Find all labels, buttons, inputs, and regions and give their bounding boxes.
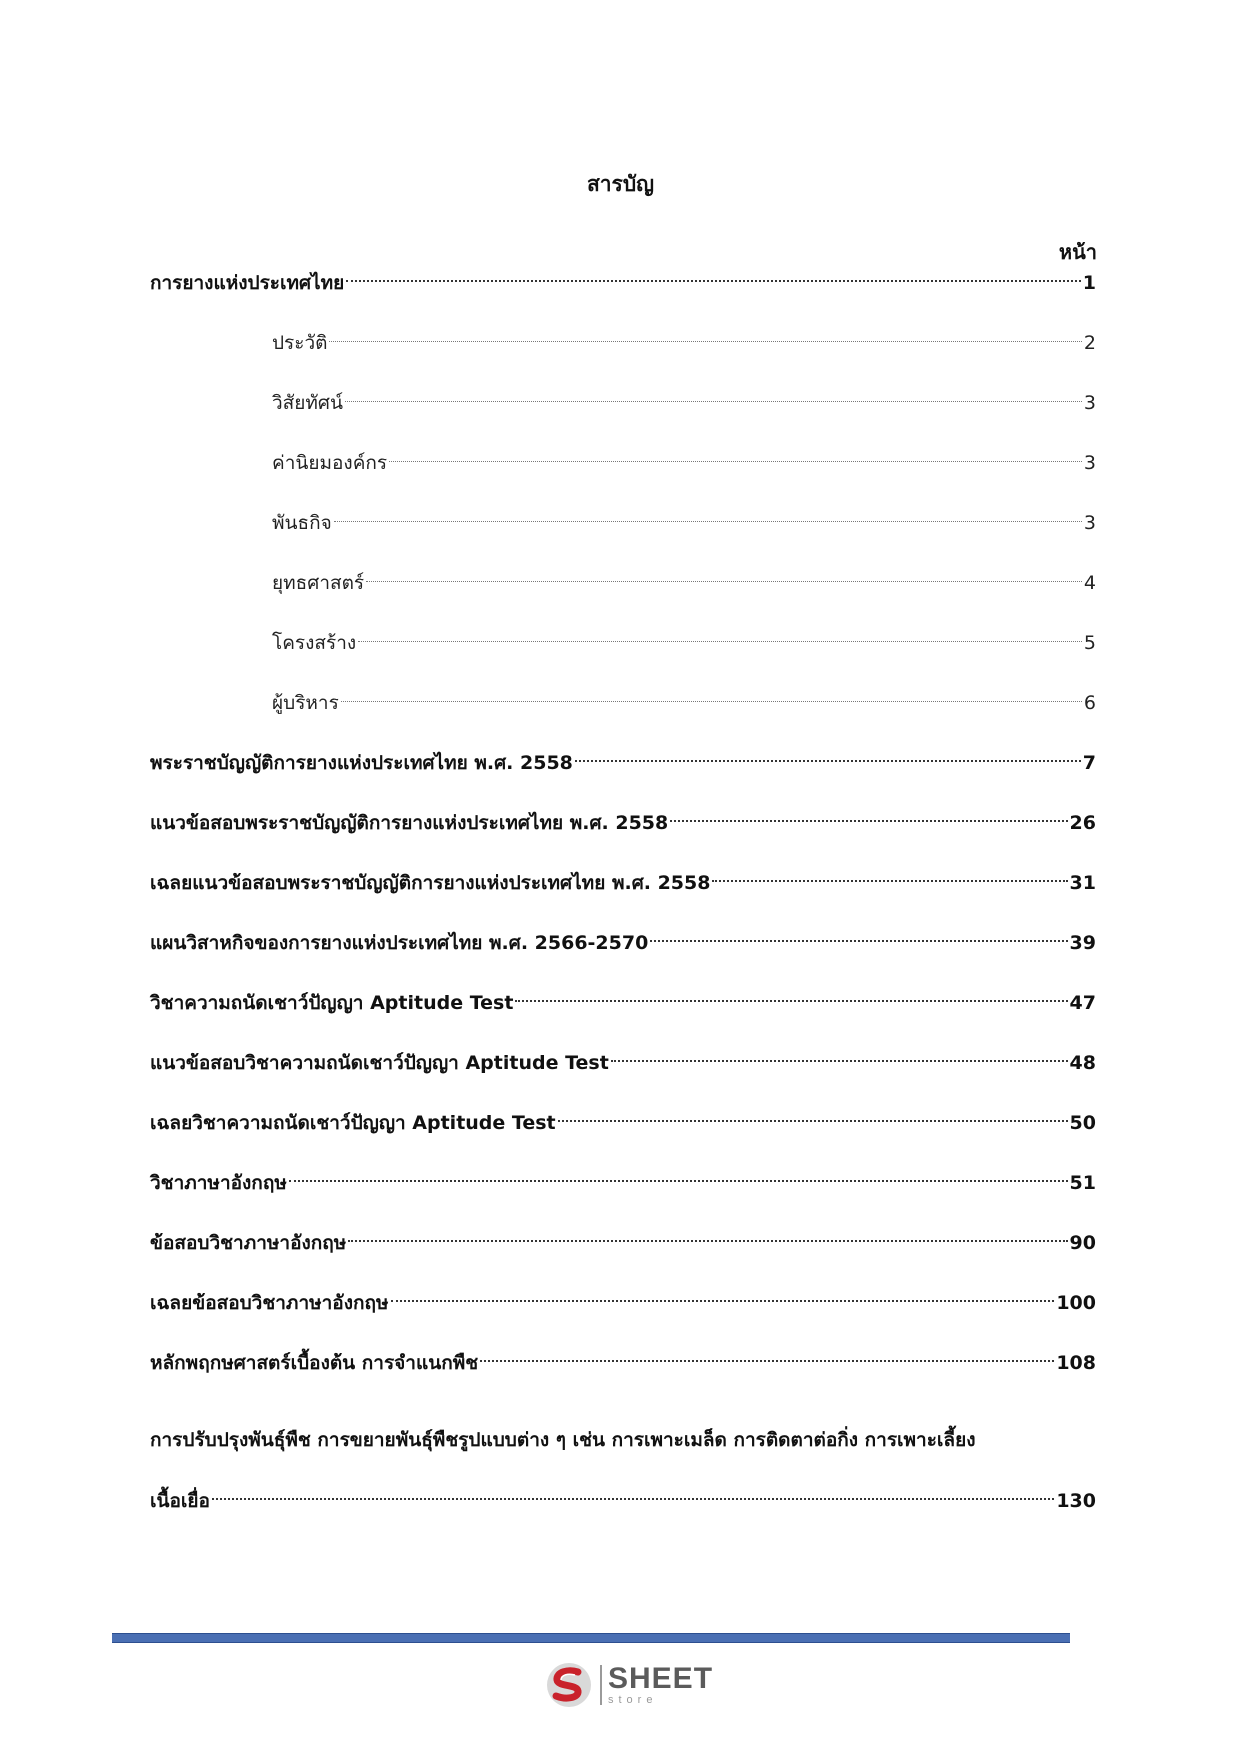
toc-entry-page: 31 bbox=[1069, 872, 1096, 894]
toc-subentry[interactable] bbox=[272, 559, 1096, 598]
toc-entry-page: 51 bbox=[1069, 1172, 1096, 1194]
leader-dots bbox=[341, 679, 1082, 709]
toc-entry-page: 5 bbox=[1083, 632, 1096, 654]
toc-entry[interactable] bbox=[150, 1099, 1096, 1138]
toc-entry-page: 100 bbox=[1056, 1292, 1096, 1314]
leader-dots bbox=[345, 379, 1082, 409]
toc-entry-page: 3 bbox=[1083, 452, 1096, 474]
toc-entry-label: ยุทธศาสตร์ bbox=[272, 572, 365, 594]
logo-divider bbox=[600, 1665, 602, 1705]
leader-dots bbox=[558, 1099, 1068, 1129]
leader-dots bbox=[515, 979, 1067, 1009]
logo-subword: store bbox=[608, 1694, 658, 1706]
toc-entry-page: 3 bbox=[1083, 512, 1096, 534]
toc-subentry[interactable] bbox=[272, 319, 1096, 358]
toc-entry[interactable] bbox=[150, 799, 1096, 838]
toc-entry-page: 7 bbox=[1082, 752, 1096, 774]
toc-subentry[interactable] bbox=[272, 619, 1096, 658]
toc-entry-label: วิชาความถนัดเชาว์ปัญญา Aptitude Test bbox=[150, 992, 514, 1014]
toc-entry-label: พันธกิจ bbox=[272, 512, 332, 534]
toc-entry-page: 1 bbox=[1082, 272, 1096, 294]
toc-entry-page: 26 bbox=[1069, 812, 1096, 834]
toc-entry[interactable] bbox=[150, 739, 1096, 778]
toc-entry[interactable] bbox=[150, 1279, 1096, 1318]
toc-entry[interactable] bbox=[150, 259, 1096, 298]
leader-dots bbox=[329, 319, 1081, 349]
toc-entry-label: ข้อสอบวิชาภาษาอังกฤษ bbox=[150, 1232, 347, 1254]
toc-entry-page: 4 bbox=[1083, 572, 1096, 594]
toc-entry-multiline[interactable] bbox=[150, 1425, 1096, 1516]
toc-entry-page: 108 bbox=[1056, 1352, 1096, 1374]
leader-dots bbox=[480, 1339, 1054, 1369]
leader-dots bbox=[389, 439, 1082, 469]
footer-rule bbox=[112, 1633, 1070, 1643]
toc-entry-page: 39 bbox=[1069, 932, 1096, 954]
toc-entry-label: พระราชบัญญัติการยางแห่งประเทศไทย พ.ศ. 2558 bbox=[150, 752, 573, 774]
toc-entry-label: วิสัยทัศน์ bbox=[272, 392, 343, 414]
toc-subentry[interactable] bbox=[272, 439, 1096, 478]
page-column-label: หน้า bbox=[1058, 240, 1097, 264]
page-title: สารบัญ bbox=[586, 172, 655, 196]
toc-entry[interactable] bbox=[150, 979, 1096, 1018]
toc-entry-label: โครงสร้าง bbox=[272, 632, 357, 654]
toc-entry[interactable] bbox=[150, 1339, 1096, 1378]
leader-dots bbox=[212, 1477, 1054, 1507]
toc-entry-label-line2: เนื้อเยื่อ bbox=[150, 1490, 210, 1512]
toc-subentry[interactable] bbox=[272, 379, 1096, 418]
toc-entry-label: หลักพฤกษศาสตร์เบื้องต้น การจำแนกพืช bbox=[150, 1352, 479, 1374]
leader-dots bbox=[358, 619, 1082, 649]
toc-entry-page: 50 bbox=[1069, 1112, 1096, 1134]
toc-entry-label: แนวข้อสอบวิชาความถนัดเชาว์ปัญญา Aptitude Test bbox=[150, 1052, 609, 1074]
leader-dots bbox=[650, 919, 1067, 949]
toc-entry[interactable] bbox=[150, 919, 1096, 958]
toc-entry-label: ประวัติ bbox=[272, 332, 328, 354]
leader-dots bbox=[366, 559, 1082, 589]
toc-entry-label: ผู้บริหาร bbox=[272, 692, 339, 714]
leader-dots bbox=[611, 1039, 1068, 1069]
leader-dots bbox=[334, 499, 1082, 529]
toc-entry-page: 3 bbox=[1083, 392, 1096, 414]
sheet-store-s-icon bbox=[544, 1660, 594, 1710]
toc-subentry[interactable] bbox=[272, 679, 1096, 718]
toc-entry-label: เฉลยวิชาความถนัดเชาว์ปัญญา Aptitude Test bbox=[150, 1112, 556, 1134]
toc-entry-label: เฉลยแนวข้อสอบพระราชบัญญัติการยางแห่งประเทศไทย พ.ศ. 2558 bbox=[150, 872, 711, 894]
leader-dots bbox=[289, 1159, 1068, 1189]
toc-entry-page: 48 bbox=[1069, 1052, 1096, 1074]
leader-dots bbox=[670, 799, 1067, 829]
logo-word: SHEET bbox=[608, 1662, 714, 1695]
leader-dots bbox=[391, 1279, 1055, 1309]
toc-entry[interactable] bbox=[150, 1039, 1096, 1078]
toc-entry-page: 2 bbox=[1083, 332, 1096, 354]
leader-dots bbox=[346, 259, 1080, 289]
toc-entry[interactable] bbox=[150, 1159, 1096, 1198]
toc-entry-label: แนวข้อสอบพระราชบัญญัติการยางแห่งประเทศไทย พ.ศ. 2558 bbox=[150, 812, 669, 834]
leader-dots bbox=[348, 1219, 1067, 1249]
toc-entry-page: 130 bbox=[1056, 1490, 1096, 1512]
leader-dots bbox=[575, 739, 1081, 769]
toc-entry-page: 47 bbox=[1069, 992, 1096, 1014]
toc-entry-label-line1: การปรับปรุงพันธุ์พืช การขยายพันธุ์พืชรูปแบบต่าง ๆ เช่น การเพาะเมล็ด การติดตาต่อกิ่ง การเพาะเลี้ยง bbox=[150, 1429, 976, 1451]
toc-entry-label: เฉลยข้อสอบวิชาภาษาอังกฤษ bbox=[150, 1292, 389, 1314]
toc-entry-label: วิชาภาษาอังกฤษ bbox=[150, 1172, 287, 1194]
sheet-store-logo bbox=[544, 1658, 724, 1712]
toc-entry-page: 90 bbox=[1069, 1232, 1096, 1254]
toc-entry-label: ค่านิยมองค์กร bbox=[272, 452, 388, 474]
leader-dots bbox=[712, 859, 1067, 889]
logo-text bbox=[608, 1664, 713, 1706]
toc-entry-label: การยางแห่งประเทศไทย bbox=[150, 272, 345, 294]
toc-subentry[interactable] bbox=[272, 499, 1096, 538]
toc-entry[interactable] bbox=[150, 1219, 1096, 1258]
toc-entry-line2 bbox=[150, 1477, 1096, 1516]
toc-entry[interactable] bbox=[150, 859, 1096, 898]
toc-entry-label: แผนวิสาหกิจของการยางแห่งประเทศไทย พ.ศ. 2566-2570 bbox=[150, 932, 649, 954]
toc-entry-page: 6 bbox=[1083, 692, 1096, 714]
